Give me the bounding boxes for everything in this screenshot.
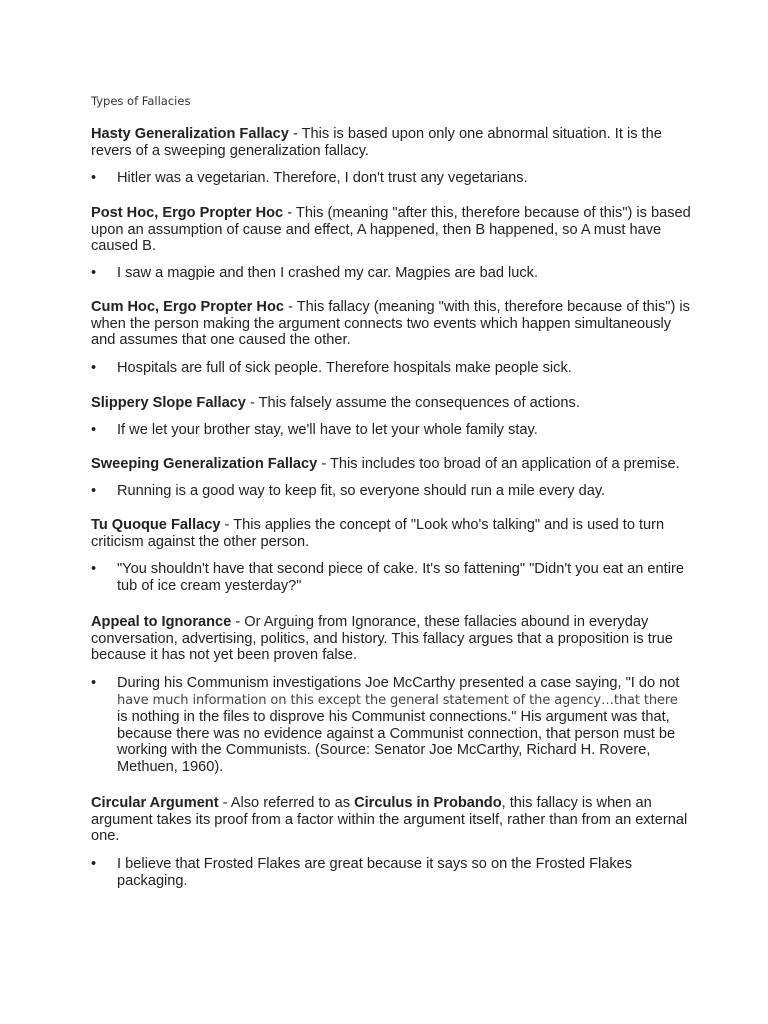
fallacy-name: Circular Argument	[91, 795, 219, 811]
fallacy-name: Hasty Generalization Fallacy	[91, 126, 289, 142]
example-text-part-1: During his Communism investigations Joe McCarthy presented a case saying, "I do not	[117, 675, 680, 691]
example-text-part-3: is nothing in the files to disprove his Communist connections." His argument was that, because there was no evidence against a Communist connection, that person must be working with the Communists. (Source: Senator Joe McCarthy, Richard H. Rovere, Methuen, 1960).	[117, 709, 676, 775]
fallacy-slippery-slope	[91, 395, 691, 412]
separator: -	[220, 517, 234, 533]
fallacy-description: This falsely assume the consequences of actions.	[258, 395, 580, 411]
fallacy-post-hoc	[91, 205, 691, 255]
fallacy-description: This applies the concept of "Look who's talking" and is used to turn criticism against the other person.	[91, 517, 665, 550]
example-bullet	[91, 265, 691, 282]
fallacy-name: Appeal to Ignorance	[91, 614, 232, 630]
separator: -	[218, 795, 231, 811]
example-text: If we let your brother stay, we'll have to let your whole family stay.	[117, 422, 538, 438]
separator: -	[245, 395, 259, 411]
fallacy-description-pre: Also referred to as	[230, 795, 355, 811]
fallacy-description-post: , this fallacy is when an argument takes its proof from a factor within the argument itself, rather than from an external one.	[91, 795, 688, 845]
separator: -	[283, 299, 297, 315]
example-text	[117, 675, 691, 776]
fallacy-description: This is based upon only one abnormal situation. It is the revers of a sweeping generalization fallacy.	[91, 126, 662, 159]
fallacy-sweeping-generalization	[91, 456, 691, 473]
example-bullet	[91, 483, 691, 500]
bullet-icon: •	[91, 265, 97, 281]
example-text: I believe that Frosted Flakes are great because it says so on the Frosted Flakes packaging.	[117, 856, 633, 889]
fallacy-circular-argument	[91, 795, 691, 845]
fallacy-name: Cum Hoc, Ergo Propter Hoc	[91, 299, 284, 315]
fallacy-description: This includes too broad of an application of a premise.	[330, 456, 680, 472]
fallacy-description: This (meaning "after this, therefore because of this") is based upon an assumption of cause and effect, A happened, then B happened, so A must have caused B.	[91, 205, 691, 255]
separator: -	[231, 614, 245, 630]
fallacy-name: Sweeping Generalization Fallacy	[91, 456, 318, 472]
example-bullet	[91, 675, 691, 776]
example-text: I saw a magpie and then I crashed my car. Magpies are bad luck.	[117, 265, 539, 281]
example-text: "You shouldn't have that second piece of cake. It's so fattening" "Didn't you eat an entire tub of ice cream yesterday?"	[117, 561, 684, 594]
separator: -	[317, 456, 330, 472]
example-bullet	[91, 170, 691, 187]
fallacy-name: Slippery Slope Fallacy	[91, 395, 246, 411]
example-bullet	[91, 422, 691, 439]
fallacy-hasty-generalization	[91, 126, 691, 159]
example-bullet	[91, 561, 691, 594]
example-text-part-2: have much information on this except the general statement of the agency…that there	[117, 692, 678, 708]
example-bullet	[91, 856, 691, 889]
example-bullet	[91, 360, 691, 377]
bullet-icon: •	[91, 856, 97, 872]
fallacy-alt-name: Circulus in Probando	[354, 795, 502, 811]
fallacy-name: Tu Quoque Fallacy	[91, 517, 221, 533]
fallacy-description: Or Arguing from Ignorance, these fallacies abound in everyday conversation, advertising, politics, and history. This fallacy argues that a proposition is true because it has not yet been proven false.	[91, 614, 673, 664]
bullet-icon: •	[91, 483, 97, 499]
example-text: Hospitals are full of sick people. Therefore hospitals make people sick.	[117, 360, 572, 376]
separator: -	[288, 126, 302, 142]
fallacy-tu-quoque	[91, 517, 691, 550]
example-text: Hitler was a vegetarian. Therefore, I don't trust any vegetarians.	[117, 170, 528, 186]
document-title: Types of Fallacies	[91, 94, 191, 108]
bullet-icon: •	[91, 360, 97, 376]
bullet-icon: •	[91, 675, 97, 691]
fallacy-appeal-to-ignorance	[91, 614, 691, 664]
fallacy-name: Post Hoc, Ergo Propter Hoc	[91, 205, 284, 221]
bullet-icon: •	[91, 422, 97, 438]
separator: -	[283, 205, 296, 221]
fallacy-cum-hoc	[91, 299, 691, 349]
bullet-icon: •	[91, 561, 97, 577]
fallacy-description: This fallacy (meaning "with this, therefore because of this") is when the person making the argument connects two events which happen simultaneously and assumes that one caused the other.	[91, 299, 690, 349]
example-text: Running is a good way to keep fit, so everyone should run a mile every day.	[117, 483, 606, 499]
bullet-icon: •	[91, 170, 97, 186]
